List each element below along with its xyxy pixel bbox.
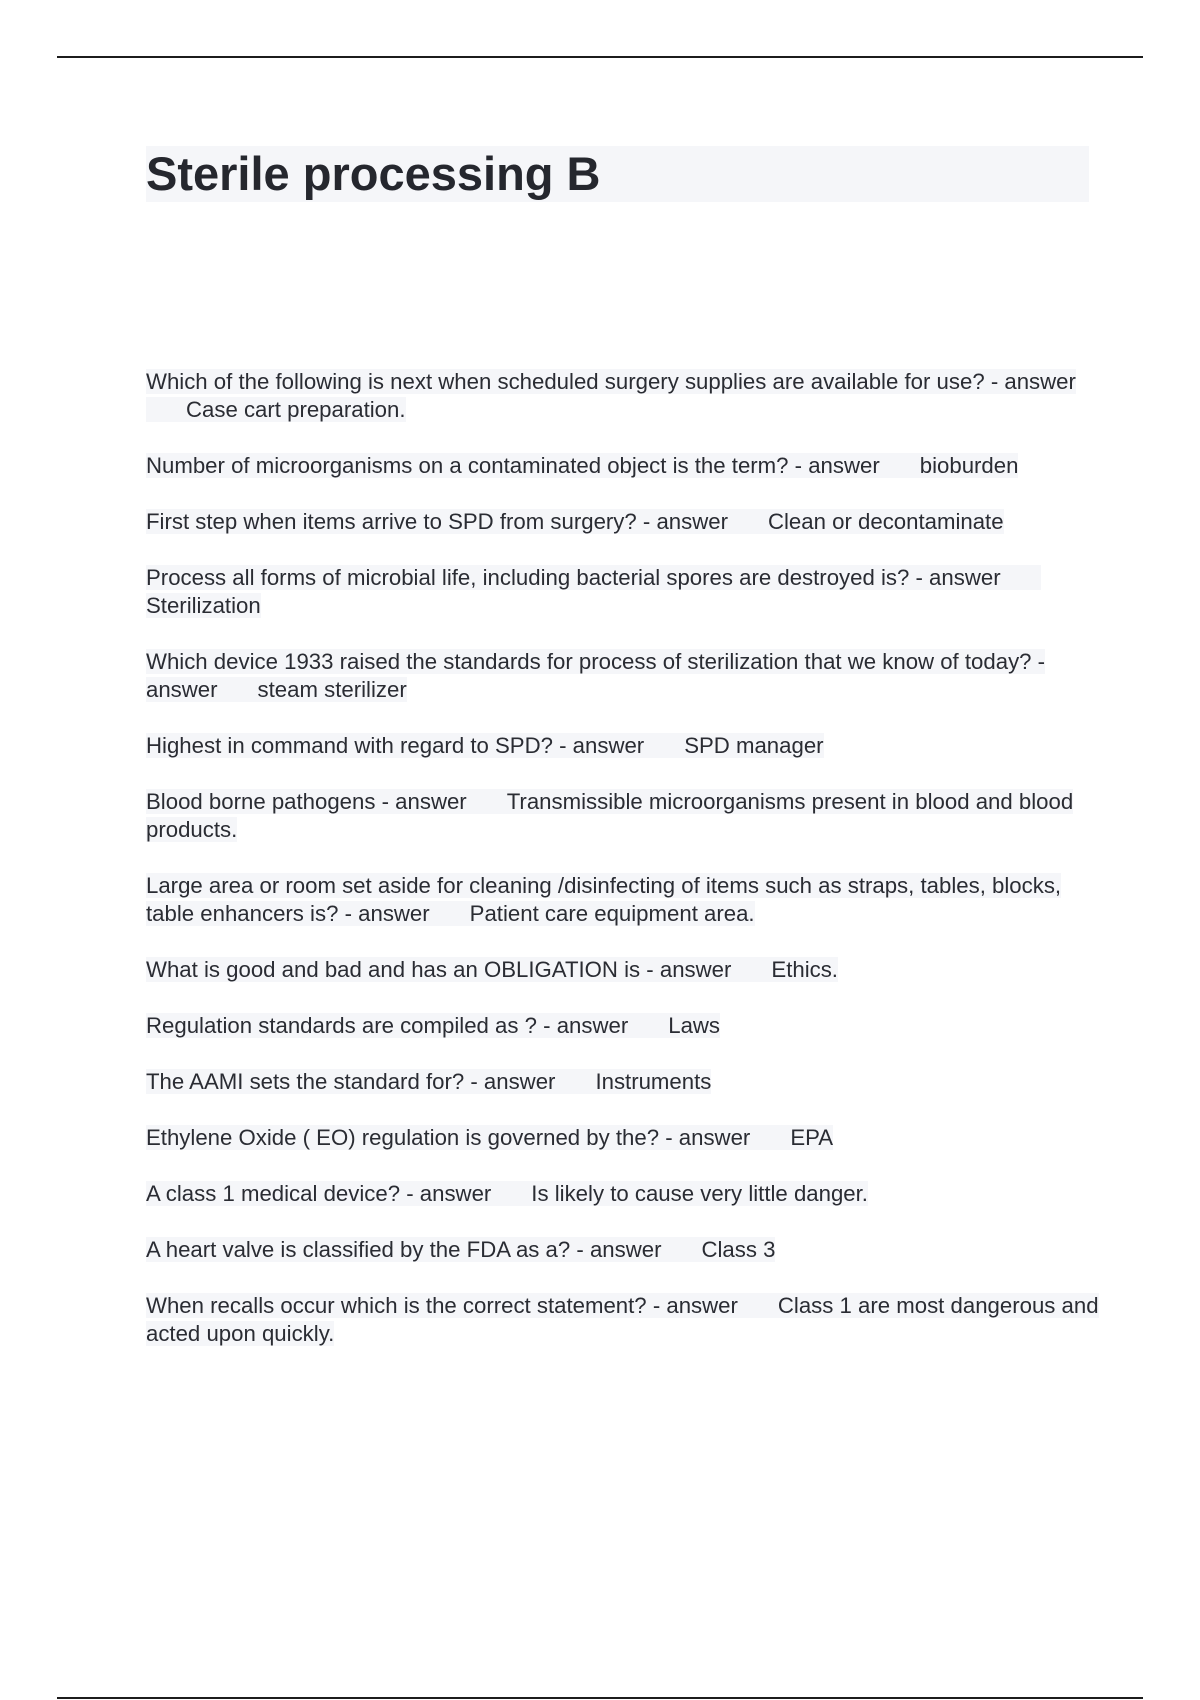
answer-text: Patient care equipment area. bbox=[469, 901, 755, 926]
qa-item bbox=[146, 368, 1101, 424]
question-text: Highest in command with regard to SPD? - answer bbox=[146, 733, 645, 758]
qa-item bbox=[146, 1068, 1101, 1096]
question-text: The AAMI sets the standard for? - answer bbox=[146, 1069, 556, 1094]
question-text: Process all forms of microbial life, including bacterial spores are destroyed is? - answer bbox=[146, 565, 1001, 590]
qa-item bbox=[146, 564, 1101, 620]
question-text: Which of the following is next when scheduled surgery supplies are available for use? - answer bbox=[146, 369, 1076, 394]
qa-list bbox=[146, 368, 1101, 1376]
answer-text: Sterilization bbox=[146, 593, 261, 618]
answer-text: Clean or decontaminate bbox=[767, 509, 1004, 534]
qa-item bbox=[146, 872, 1101, 928]
question-text: Ethylene Oxide ( EO) regulation is governed by the? - answer bbox=[146, 1125, 751, 1150]
question-text: First step when items arrive to SPD from surgery? - answer bbox=[146, 509, 728, 534]
answer-text: Class 1 are most dangerous and acted upon quickly. bbox=[146, 1293, 1099, 1346]
question-text: Regulation standards are compiled as ? - answer bbox=[146, 1013, 629, 1038]
answer-text: SPD manager bbox=[684, 733, 824, 758]
qa-item bbox=[146, 508, 1101, 536]
question-text: When recalls occur which is the correct statement? - answer bbox=[146, 1293, 738, 1318]
top-rule bbox=[57, 56, 1143, 58]
qa-item bbox=[146, 1236, 1101, 1264]
qa-item bbox=[146, 1012, 1101, 1040]
answer-text: Laws bbox=[668, 1013, 721, 1038]
answer-text: Transmissible microorganisms present in blood and blood products. bbox=[146, 789, 1074, 842]
qa-item bbox=[146, 956, 1101, 984]
answer-text: Case cart preparation. bbox=[186, 397, 406, 422]
answer-text: Ethics. bbox=[771, 957, 838, 982]
qa-item bbox=[146, 732, 1101, 760]
qa-item bbox=[146, 452, 1101, 480]
answer-text: Class 3 bbox=[701, 1237, 776, 1262]
qa-item bbox=[146, 1292, 1101, 1348]
question-text: Large area or room set aside for cleaning /disinfecting of items such as straps, tables, blocks, table enhancers is? - answer bbox=[146, 873, 1062, 926]
question-text: A heart valve is classified by the FDA as a? - answer bbox=[146, 1237, 662, 1262]
question-text: Number of microorganisms on a contaminated object is the term? - answer bbox=[146, 453, 880, 478]
page-title: Sterile processing B bbox=[146, 147, 601, 200]
answer-text: Is likely to cause very little danger. bbox=[531, 1181, 868, 1206]
question-text: Which device 1933 raised the standards for process of sterilization that we know of today? - answer bbox=[146, 649, 1046, 702]
answer-text: steam sterilizer bbox=[257, 677, 407, 702]
question-text: Blood borne pathogens - answer bbox=[146, 789, 467, 814]
answer-text: bioburden bbox=[919, 453, 1019, 478]
qa-item bbox=[146, 1180, 1101, 1208]
bottom-rule bbox=[57, 1697, 1143, 1699]
qa-item bbox=[146, 648, 1101, 704]
answer-text: Instruments bbox=[595, 1069, 712, 1094]
qa-item bbox=[146, 1124, 1101, 1152]
answer-text: EPA bbox=[790, 1125, 834, 1150]
qa-item bbox=[146, 788, 1101, 844]
question-text: What is good and bad and has an OBLIGATION is - answer bbox=[146, 957, 732, 982]
question-text: A class 1 medical device? - answer bbox=[146, 1181, 492, 1206]
